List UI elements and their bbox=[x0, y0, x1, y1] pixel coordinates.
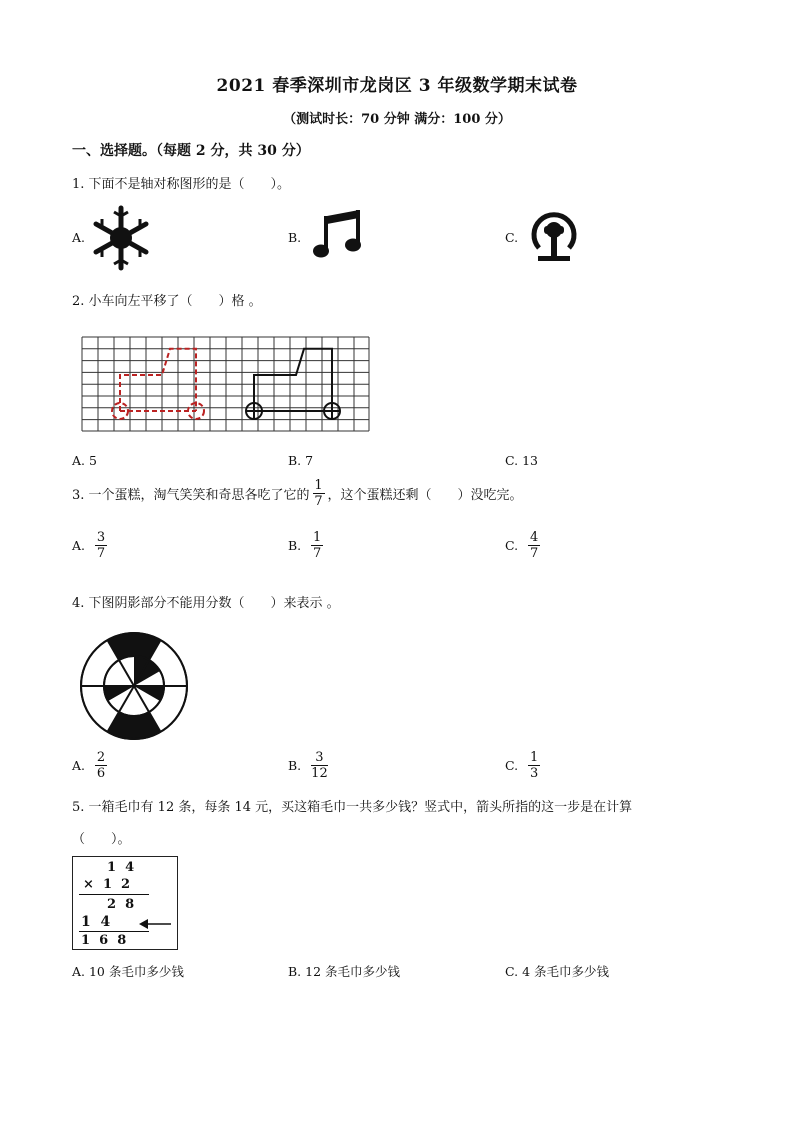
option-c[interactable] bbox=[505, 530, 540, 561]
question-3-text-start: 3. 一个蛋糕，淘气笑笑和奇思各吃了它的 bbox=[72, 488, 310, 503]
question-3 bbox=[72, 478, 523, 509]
calc-row-5: 1 6 8 bbox=[81, 933, 127, 948]
page-title: 2021 春季深圳市龙岗区 3 年级数学期末试卷 bbox=[216, 76, 578, 96]
question-4: 4. 下图阴影部分不能用分数（ ）来表示 。 bbox=[72, 596, 340, 611]
option-c[interactable]: C. 4 条毛巾多少钱 bbox=[505, 964, 609, 979]
shaded-circle-diagram bbox=[78, 630, 190, 742]
section-heading: 一、选择题。（每题 2 分，共 30 分） bbox=[72, 143, 310, 159]
vertical-multiplication-box bbox=[72, 856, 178, 950]
calc-row-1: 1 4 bbox=[107, 860, 135, 875]
fraction-denominator: 6 bbox=[96, 766, 106, 781]
fraction-numerator: 1 bbox=[313, 530, 322, 545]
option-c[interactable]: C. 13 bbox=[505, 453, 538, 468]
page-subtitle: （测试时长：70 分钟 满分：100 分） bbox=[283, 112, 511, 127]
calc-line-2 bbox=[79, 931, 149, 932]
fraction-denominator: 12 bbox=[311, 766, 328, 781]
calc-row-2: × 1 2 bbox=[83, 877, 131, 892]
grid-car-diagram bbox=[80, 335, 372, 433]
option-a[interactable]: A. 5 bbox=[72, 453, 97, 468]
question-5-line-1: 5. 一箱毛巾有 12 条，每条 14 元，买这箱毛巾一共多少钱？竖式中，箭头所指的这一步是在计算 bbox=[72, 800, 633, 815]
option-b[interactable]: B. 12 条毛巾多少钱 bbox=[288, 964, 401, 979]
fraction-numerator: 3 bbox=[96, 530, 106, 545]
question-1: 1. 下面不是轴对称图形的是（ ）。 bbox=[72, 177, 291, 192]
question-5-line-2: （ ）。 bbox=[72, 832, 131, 847]
question-3-text-end: ，这个蛋糕还剩（ ）没吃完。 bbox=[327, 488, 523, 503]
option-a[interactable]: A. 10 条毛巾多少钱 bbox=[72, 964, 184, 979]
option-label: A. bbox=[72, 758, 86, 773]
fraction-denominator: 7 bbox=[529, 546, 539, 561]
option-a[interactable] bbox=[72, 750, 107, 781]
option-b[interactable]: B. 7 bbox=[288, 453, 314, 468]
fraction-denominator: 7 bbox=[314, 494, 323, 509]
option-b-label[interactable]: B. bbox=[288, 230, 302, 245]
fraction-numerator: 4 bbox=[529, 530, 539, 545]
fraction-denominator: 7 bbox=[313, 546, 322, 561]
option-b[interactable] bbox=[288, 750, 328, 781]
option-label: B. bbox=[288, 758, 302, 773]
calc-row-4: 1 4 bbox=[81, 914, 111, 930]
fraction-denominator: 3 bbox=[529, 766, 539, 781]
fraction-numerator: 1 bbox=[314, 478, 323, 493]
calc-line-1 bbox=[79, 894, 149, 895]
railway-logo-icon bbox=[528, 206, 580, 264]
arrow-left-icon bbox=[139, 918, 173, 930]
music-note-icon bbox=[313, 208, 363, 260]
option-c-label[interactable]: C. bbox=[505, 230, 519, 245]
calc-row-3: 2 8 bbox=[107, 897, 135, 912]
option-label: C. bbox=[505, 538, 519, 553]
question-3-fraction bbox=[313, 478, 325, 509]
option-label: B. bbox=[288, 538, 302, 553]
question-2: 2. 小车向左平移了（ ）格 。 bbox=[72, 294, 262, 309]
option-c[interactable] bbox=[505, 750, 540, 781]
fraction-numerator: 3 bbox=[315, 750, 324, 765]
snowflake-icon bbox=[92, 204, 150, 272]
option-a[interactable] bbox=[72, 530, 107, 561]
fraction-numerator: 2 bbox=[96, 750, 106, 765]
option-a-label[interactable]: A. bbox=[72, 230, 86, 245]
option-label: C. bbox=[505, 758, 519, 773]
option-b[interactable] bbox=[288, 530, 323, 561]
option-label: A. bbox=[72, 538, 86, 553]
fraction-denominator: 7 bbox=[96, 546, 106, 561]
fraction-numerator: 1 bbox=[529, 750, 539, 765]
